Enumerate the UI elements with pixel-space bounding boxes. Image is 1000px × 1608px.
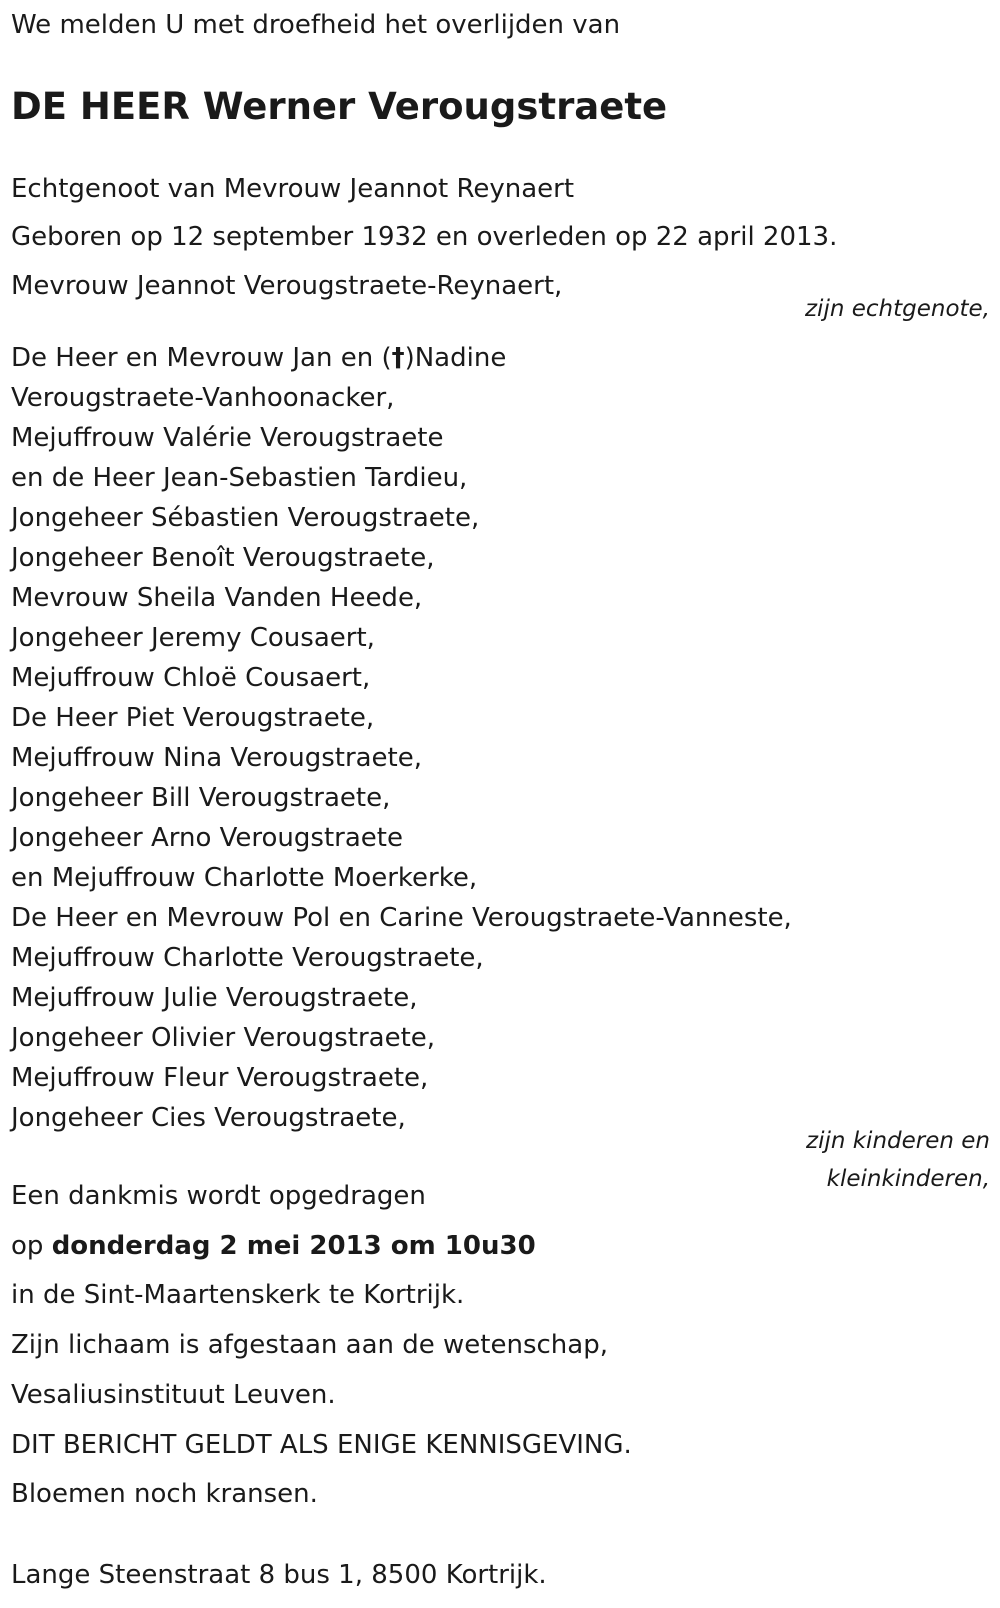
family-member: en Mejuffrouw Charlotte Moerkerke, [11, 863, 478, 893]
service-location: in de Sint-Maartenskerk te Kortrijk. [11, 1280, 465, 1310]
flowers-note: Bloemen noch kransen. [11, 1479, 318, 1509]
family-member: Mejuffrouw Charlotte Verougstraete, [11, 943, 484, 973]
family-member: Jongeheer Sébastien Verougstraete, [11, 503, 480, 533]
family-member: De Heer Piet Verougstraete, [11, 703, 375, 733]
family-member [11, 338, 792, 378]
birth-death-dates: Geboren op 12 september 1932 en overleden op 22 april 2013. [11, 222, 838, 252]
family-list [11, 338, 792, 1138]
service-date: donderdag 2 mei 2013 om 10u30 [51, 1231, 536, 1261]
family-member: Verougstraete-Vanhoonacker, [11, 383, 395, 413]
family-member: Mejuffrouw Nina Verougstraete, [11, 743, 423, 773]
intro-text: We melden U met droefheid het overlijden van [11, 10, 621, 40]
family-role [806, 1122, 990, 1198]
family-member: Mevrouw Sheila Vanden Heede, [11, 583, 423, 613]
family-member: Jongeheer Jeremy Cousaert, [11, 623, 375, 653]
body-donation: Zijn lichaam is afgestaan aan de wetenschap, [11, 1330, 608, 1360]
service-date-prefix: op [11, 1231, 52, 1261]
family-member: Mejuffrouw Valérie Verougstraete [11, 423, 444, 453]
family-first-line-start: De Heer en Mevrouw Jan en ( [11, 343, 392, 373]
family-member: Jongeheer Olivier Verougstraete, [11, 1023, 436, 1053]
family-member: Mejuffrouw Chloë Cousaert, [11, 663, 371, 693]
family-member: Mejuffrouw Julie Verougstraete, [11, 983, 418, 1013]
spouse-role-text: zijn echtgenote, [804, 296, 990, 322]
family-role-line2: kleinkinderen, [826, 1166, 990, 1192]
family-member: De Heer en Mevrouw Pol en Carine Verougstraete-Vanneste, [11, 903, 792, 933]
family-member: Jongeheer Bill Verougstraete, [11, 783, 391, 813]
spouse-role [805, 290, 990, 328]
family-member: Jongeheer Benoît Verougstraete, [11, 543, 435, 573]
service-intro: Een dankmis wordt opgedragen [11, 1181, 426, 1211]
family-member: Jongeheer Arno Verougstraete [11, 823, 403, 853]
family-member: en de Heer Jean-Sebastien Tardieu, [11, 463, 468, 493]
family-role-line1: zijn kinderen en [806, 1128, 990, 1154]
family-member: Mejuffrouw Fleur Verougstraete, [11, 1063, 429, 1093]
service-date-line [11, 1229, 536, 1263]
deceased-name: DE HEER Werner Verougstraete [11, 85, 668, 128]
spouse-of-line: Echtgenoot van Mevrouw Jeannot Reynaert [11, 174, 575, 204]
family-member: Jongeheer Cies Verougstraete, [11, 1103, 406, 1133]
spouse-name: Mevrouw Jeannot Verougstraete-Reynaert, [11, 271, 563, 301]
official-notice: DIT BERICHT GELDT ALS ENIGE KENNISGEVING. [11, 1430, 632, 1460]
cross-icon: † [391, 343, 405, 373]
institute-name: Vesaliusinstituut Leuven. [11, 1380, 336, 1410]
family-first-line-end: )Nadine [404, 343, 507, 373]
address: Lange Steenstraat 8 bus 1, 8500 Kortrijk. [11, 1560, 547, 1590]
